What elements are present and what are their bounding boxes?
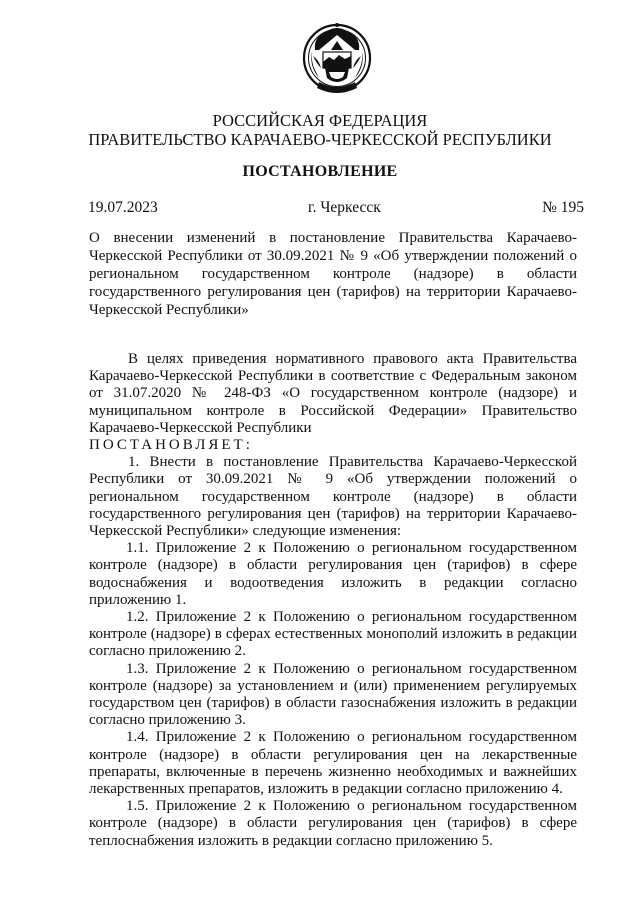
item-1: 1. Внести в постановление Правительства Карачаево-Черкесской Республики от 30.09.2021 № 9 «Об утверждении положений о региональном государственном контроле (надзоре) в области государственного регулирования цен (тарифов) на территории Карачаево-Черкесской Республики» следующие изменения:: [89, 454, 577, 540]
document-city: г. Черкесск: [308, 199, 381, 216]
preamble-paragraph: В целях приведения нормативного правового акта Правительства Карачаево-Черкесской Республики в соответствие с Федеральным законом от 31.07.2020 № 248-ФЗ «О государственном контроле (надзоре) и муниципальном контроле в Российской Федерации» Правительство Карачаево-Черкесской Республики: [89, 351, 577, 436]
coat-of-arms-emblem: [299, 20, 375, 100]
header-country: РОССИЙСКАЯ ФЕДЕРАЦИЯ: [212, 111, 428, 130]
decree-word: ПОСТАНОВЛЯЕТ:: [89, 437, 253, 454]
item-1-1: 1.1. Приложение 2 к Положению о региональном государственном контроле (надзоре) в области регулирования цен (тарифов) в сфере водоснабжения и водоотведения изложить в редакции согласно приложению 1.: [89, 540, 577, 608]
document-number: № 195: [542, 199, 584, 216]
document-date: 19.07.2023: [88, 199, 158, 216]
item-1-4: 1.4. Приложение 2 к Положению о региональном государственном контроле (надзоре) в области регулирования цен на лекарственные препараты, включенные в перечень жизненно необходимых и важнейших лекарственных препаратов, изложить в редакции согласно приложению 4.: [89, 729, 577, 798]
item-1-5: 1.5. Приложение 2 к Положению о региональном государственном контроле (надзоре) в области регулирования цен (тарифов) в сфере теплоснабжения изложить в редакции согласно приложению 5.: [89, 798, 577, 849]
item-1-3: 1.3. Приложение 2 к Положению о региональном государственном контроле (надзоре) за установлением и (или) применением регулируемых государством цен (тарифов) в области газоснабжения изложить в редакции согласно приложению 3.: [89, 660, 577, 729]
document-body: [89, 351, 577, 850]
document-subject: О внесении изменений в постановление Правительства Карачаево-Черкесской Республики от 30.09.2021 № 9 «Об утверждении положений о региональном государственном контроле (надзоре) в области государственного регулирования цен (тарифов) на территории Карачаево-Черкесской Республики»: [89, 230, 577, 318]
document-type-title: ПОСТАНОВЛЕНИЕ: [242, 163, 398, 180]
header-government: ПРАВИТЕЛЬСТВО КАРАЧАЕВО-ЧЕРКЕССКОЙ РЕСПУБЛИКИ: [88, 130, 552, 149]
item-1-2: 1.2. Приложение 2 к Положению о региональном государственном контроле (надзоре) в сферах естественных монополий изложить в редакции согласно приложению 2.: [89, 609, 577, 660]
